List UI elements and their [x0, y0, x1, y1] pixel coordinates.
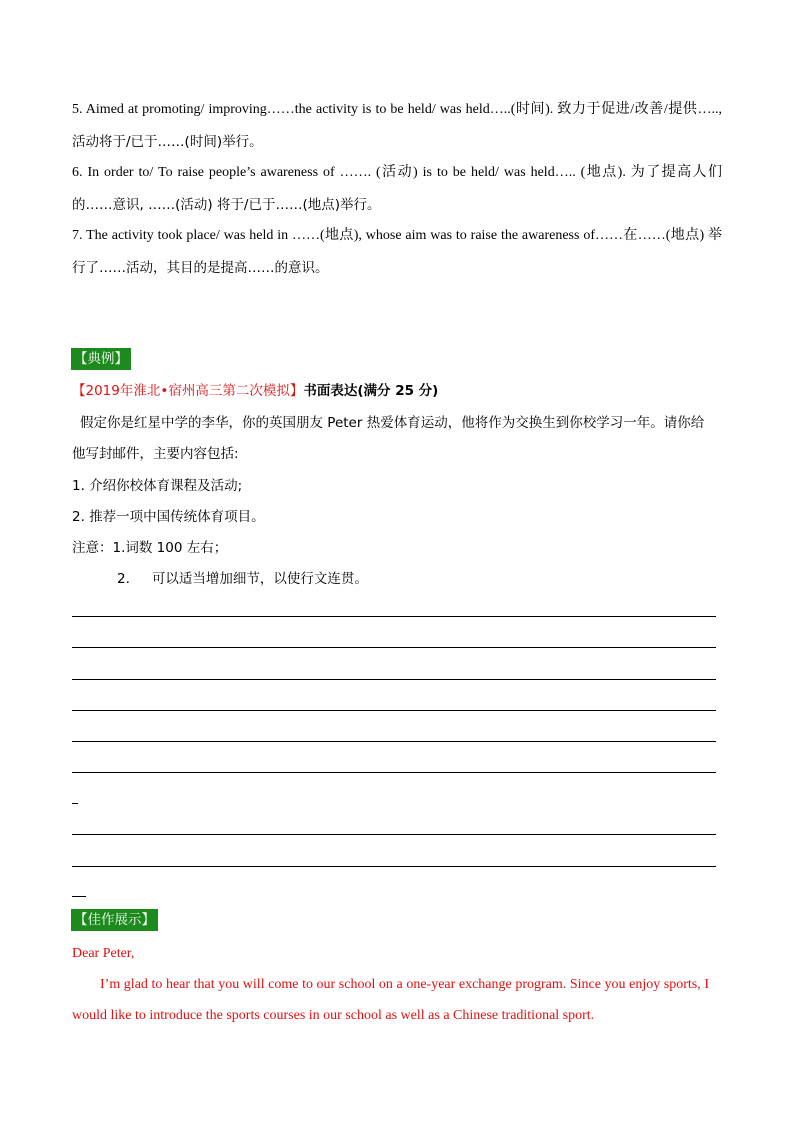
phrase-5-line-1: 5. Aimed at promoting/ improving……the activity is to be held/ was held…..(时间). 致力于促进/改善/提供…..,: [72, 102, 722, 117]
note-2-number: 2.: [117, 571, 130, 587]
example-title: 书面表达(满分 25 分): [303, 383, 439, 399]
writing-line[interactable]: [72, 679, 716, 680]
prompt-line-2: 他写封邮件，主要内容包括:: [72, 446, 239, 462]
example-tag: 【典例】: [71, 348, 131, 370]
writing-line-stub: [72, 896, 86, 897]
writing-line[interactable]: [72, 616, 716, 617]
writing-line[interactable]: [72, 710, 716, 711]
writing-line[interactable]: [72, 772, 716, 773]
writing-line[interactable]: [72, 741, 716, 742]
sample-tag: 【佳作展示】: [71, 909, 158, 931]
writing-line-stub: [72, 803, 78, 804]
prompt-point-1: 1. 介绍你校体育课程及活动;: [72, 478, 243, 494]
phrase-6-line-1: 6. In order to/ To raise people’s awareness of ……. (活动) is to be held/ was held….. (地点). 为了提高人们: [72, 165, 722, 180]
phrase-6-line-2: 的……意识, ……(活动) 将于/已于……(地点)举行。: [72, 197, 381, 213]
note-label: 注意：1.词数 100 左右；: [72, 540, 228, 556]
example-header: [72, 382, 722, 401]
prompt-line-1: 假定你是红星中学的李华，你的英国朋友 Peter 热爱体育运动，他将作为交换生到你校学习一年。请你给: [80, 415, 705, 431]
note-2: [117, 570, 517, 588]
writing-line[interactable]: [72, 866, 716, 867]
note-2-text: 可以适当增加细节，以使行文连贯。: [151, 571, 368, 587]
sample-body-line-2: would like to introduce the sports courses in our school as well as a Chinese traditional sport.: [72, 1008, 595, 1023]
phrase-5-line-2: 活动将于/已于……(时间)举行。: [72, 134, 263, 150]
prompt-point-2: 2. 推荐一项中国传统体育项目。: [72, 509, 265, 525]
sample-greeting: Dear Peter,: [72, 946, 135, 961]
phrase-7-line-1: 7. The activity took place/ was held in ……(地点), whose aim was to raise the awareness of……在……(地点) 举: [72, 228, 722, 243]
phrase-7-line-2: 行了……活动，其目的是提高……的意识。: [72, 260, 329, 276]
example-source: 【2019年淮北•宿州高三第二次模拟】: [72, 383, 304, 399]
writing-line[interactable]: [72, 647, 716, 648]
writing-line[interactable]: [72, 834, 716, 835]
sample-body-line-1: I’m glad to hear that you will come to our school on a one-year exchange program. Since you enjoy sports, I: [100, 977, 709, 992]
